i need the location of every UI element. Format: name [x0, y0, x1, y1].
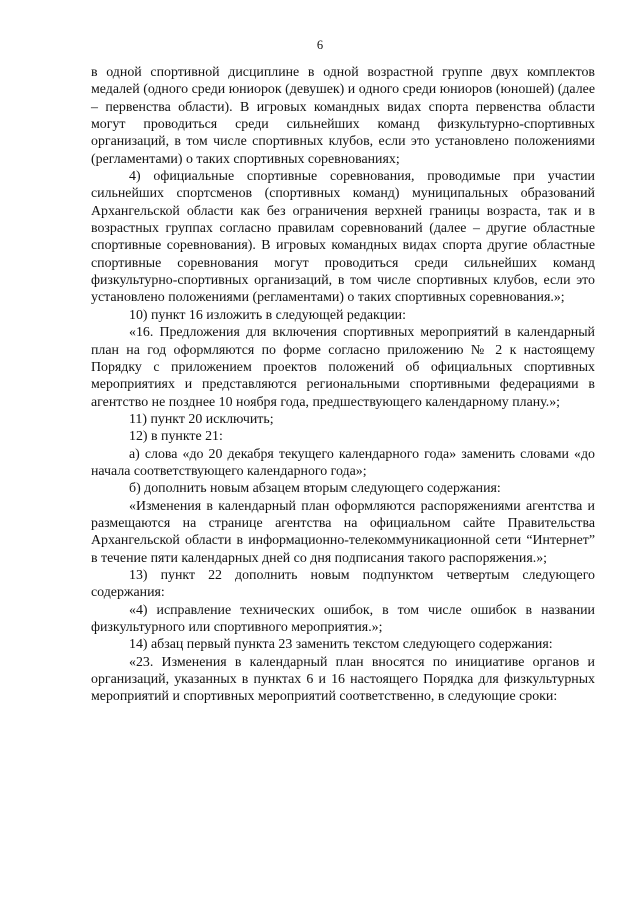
paragraph-item-11: 11) пункт 20 исключить;	[129, 411, 274, 427]
paragraph-point-16-text: «16. Предложения для включения спортивных мероприятий в календарный план на год оформляются по форме согласно приложению № 2 к настоящему Порядку с приложением проектов положений об официальных спортивных мероприятиях и представляются региональными спортивными федерациями в агентство не позднее 10 ноября года, предшествующего календарному плану.»;	[91, 325, 595, 410]
paragraph-item-12-a: а) слова «до 20 декабря текущего календарного года» заменить словами «до начала соответствующего календарного года»;	[91, 446, 595, 479]
document-body	[91, 64, 595, 706]
paragraph-item-4: 4) официальные спортивные соревнования, проводимые при участии сильнейших спортсменов (спортивных команд) муниципальных образований Архангельской области как без ограничения верхней границы возраста, так и в возрастных группах согласно правилам соревнований (далее – другие областные спортивные соревнования). В игровых командных видах спорта другие областные спортивные соревнования могут проводиться среди сильнейших команд физкультурно-спортивных организаций, в том числе спортивных клубов, если это установлено положениями (регламентами) о таких спортивных соревнования.»;	[91, 169, 595, 306]
paragraph-point-23-text: «23. Изменения в календарный план вносятся по инициативе органов и организаций, указанных в пунктах 6 и 16 настоящего Порядка для физкультурных мероприятий и спортивных мероприятий соответственно, в следующие сроки:	[91, 654, 595, 705]
paragraph-new-abzac: «Изменения в календарный план оформляются распоряжениями агентства и размещаются на странице агентства на официальном сайте Правительства Архангельской области в информационно-телекоммуникационной сети “Интернет” в течение пяти календарных дней со дня подписания такого распоряжения.»;	[91, 498, 595, 566]
paragraph-item-14: 14) абзац первый пункта 23 заменить текстом следующего содержания:	[129, 637, 553, 653]
paragraph-item-12-b: б) дополнить новым абзацем вторым следующего содержания:	[129, 481, 501, 497]
paragraph-item-12: 12) в пункте 21:	[129, 429, 223, 445]
paragraph-subitem-4: «4) исправление технических ошибок, в том числе ошибок в названии физкультурного или спортивного мероприятия.»;	[91, 602, 595, 635]
page-number: 6	[316, 38, 324, 52]
paragraph-item-10: 10) пункт 16 изложить в следующей редакции:	[129, 307, 406, 323]
paragraph-continuation: в одной спортивной дисциплине в одной возрастной группе двух комплектов медалей (одного среди юниорок (девушек) и одного среди юниоров (юношей) (далее – первенства области). В игровых командных видах спорта первенства области могут проводиться среди сильнейших команд физкультурно-спортивных организаций, в том числе спортивных клубов, если это установлено положениями (регламентами) о таких спортивных соревнованиях;	[91, 65, 595, 167]
paragraph-item-13: 13) пункт 22 дополнить новым подпунктом четвертым следующего содержания:	[91, 567, 595, 601]
